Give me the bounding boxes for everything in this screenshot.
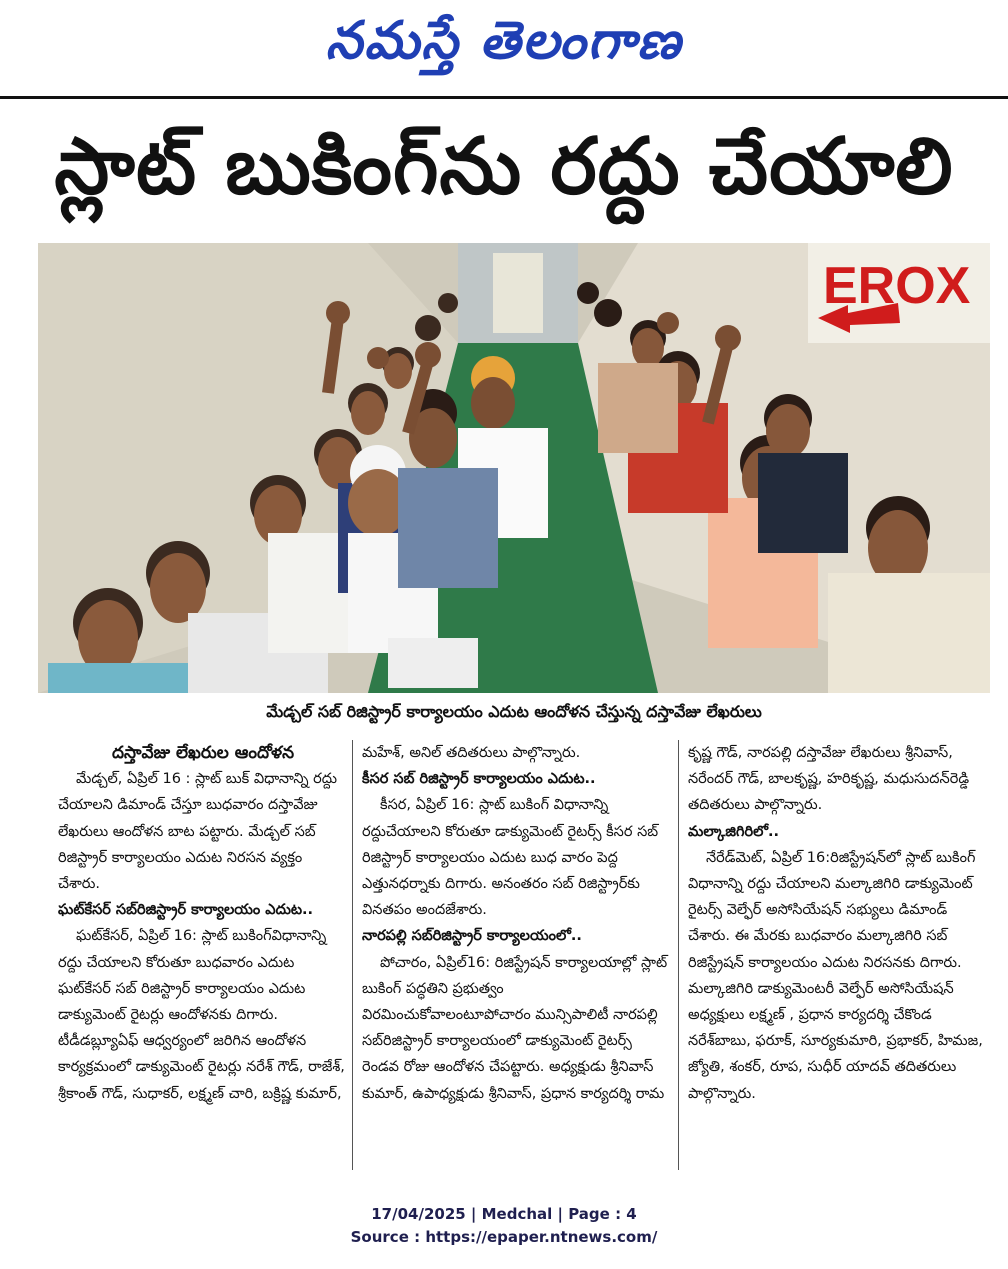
article-paragraph: మహేశ్, అనిల్ తదితరులు పాల్గొన్నారు. (362, 745, 581, 761)
xerox-sign-text: EROX (823, 257, 971, 315)
section-subhead: ఘట్‌కేసర్ సబ్‌రిజిస్ట్రార్ కార్యాలయం ఎదుట.. (58, 902, 314, 919)
news-photo (38, 243, 990, 693)
protest-photo-illustration (38, 243, 990, 693)
article-column-3 (688, 740, 988, 1107)
photo-caption: మేడ్చల్ సబ్ రిజిస్ట్రార్ కార్యాలయం ఎదుట ఆందోళన చేస్తున్న దస్తావేజు లేఖరులు (266, 702, 762, 721)
column-divider (678, 740, 679, 1170)
section-subhead: కీసర సబ్ రిజిస్ట్రార్ కార్యాలయం ఎదుట.. (362, 771, 596, 788)
article-paragraph: ఘట్‌కేసర్, ఏప్రిల్ 16: స్లాట్ బుకింగ్‌విధానాన్ని రద్దు చేయాలని కోరుతూ బుధవారం ఎదుట ఘట్‌కేసర్ సబ్ రిజిస్ట్రార్ కార్యాలయం ఎదుట డాక్యుమెంట్ రైటర్లు ఆందోళనకు దిగారు. టీడీడబ్ల్యూఏఫ్ ఆధ్వర్యంలో జరిగిన ఆందోళన కార్యక్రమంలో డాక్యుమెంట్ రైటర్లు నరేశ్ గౌడ్, రాజేశ్, శ్రీకాంత్ గౌడ్, సుధాకర్, లక్ష్మణ్ చారి, బక్రిష్ణ కుమార్, (58, 928, 345, 1102)
article-paragraph: కృష్ణ గౌడ్, నారపల్లి దస్తావేజు లేఖరులు శ్రీనివాస్, నరేందర్ గౌడ్, బాలకృష్ణ, హరికృష్ణ, మధుసుదన్‌రెడ్డి తదితరులు పాల్గొన్నారు. (688, 745, 970, 814)
masthead-divider (0, 96, 1008, 99)
article-subtitle: దస్తావేజు లేఖరుల ఆందోళన (111, 743, 295, 763)
article-paragraph: పోచారం, ఏప్రిల్16: రిజిస్ట్రేషన్ కార్యాలయాల్లో స్లాట్ బుకింగ్ పద్ధతిని ప్రభుత్వం విరమించుకోవాలంటూపోచారం మున్సిపాలిటీ నారపల్లి సబ్‌రిజిస్ట్రార్ కార్యాలయంలో డాక్యుమెంట్ రైటర్స్ రెండవ రోజు ఆందోళన చేపట్టారు. అధ్యక్షుడు శ్రీనివాస్ కుమార్, ఉపాధ్యక్షుడు శ్రీనివాస్, ప్రధాన కార్యదర్శి రామ (362, 954, 668, 1102)
section-subhead: నారపల్లి సబ్‌రిజిస్ట్రార్ కార్యాలయంలో.. (362, 928, 582, 945)
article-headline: స్లాట్ బుకింగ్‌ను రద్దు చేయాలి (54, 122, 954, 212)
article-paragraph: కీసర, ఏప్రిల్ 16: స్లాట్ బుకింగ్ విధానాన్ని రద్దుచేయాలని కోరుతూ డాక్యుమెంట్ రైటర్స్ కీసర సబ్ రిజిస్ట్రార్ కార్యాలయం ఎదుట బుధ వారం పెద్ద ఎత్తునధర్నాకు దిగారు. అనంతరం సబ్ రిజిస్ట్రార్‌కు వినతపం అందజేశారు. (362, 797, 659, 919)
newspaper-masthead: నమస్తే తెలంగాణ (325, 10, 683, 71)
article-column-2 (362, 740, 672, 1107)
footer-source-link[interactable]: Source : https://epaper.ntnews.com/ (350, 1228, 658, 1246)
article-paragraph: నేరేడ్‌మెట్, ఏప్రిల్ 16:రిజిస్ట్రేషన్‌లో స్లాట్ బుకింగ్ విధానాన్ని రద్దు చేయాలని మల్కాజిగిరి డాక్యుమెంట్ రైటర్స్ వెల్ఫేర్ అసోసియేషన్ సభ్యులు డిమాండ్ చేశారు. ఈ మేరకు బుధవారం మల్కాజిగిరి సబ్ రిజిస్ట్రేషన్ కార్యాలయం ఎదుట నిరసనకు దిగారు. మల్కాజిగిరి డాక్యుమెంటరీ వెల్ఫేర్ అసోసియేషన్ అధ్యక్షులు లక్ష్మణ్ , ప్రధాన కార్యదర్శి చేకొండ నరేశ్‌బాబు, ఫరూక్, సూర్యకుమారి, ప్రభాకర్, హిమజ, జ్యోతి, శంకర్, రూప, సుధీర్ యాదవ్ తదితరులు పాల్గొన్నారు. (688, 849, 983, 1102)
footer-date-page: 17/04/2025 | Medchal | Page : 4 (371, 1205, 637, 1223)
article-paragraph: మేడ్చల్, ఏప్రిల్ 16 : స్లాట్ బుక్ విధానాన్ని రద్దు చేయాలని డిమాండ్ చేస్తూ బుధవారం దస్తావేజు లేఖరులు ఆందోళన బాట పట్టారు. మేడ్చల్ సబ్ రిజిస్ట్రార్ కార్యాలయం ఎదుట నిరసన వ్యక్తం చేశారు. (58, 771, 337, 893)
article-column-1 (58, 740, 348, 1107)
column-divider (352, 740, 353, 1170)
page-footer (0, 1203, 1008, 1249)
section-subhead: మల్కాజిగిరిలో.. (688, 823, 780, 840)
